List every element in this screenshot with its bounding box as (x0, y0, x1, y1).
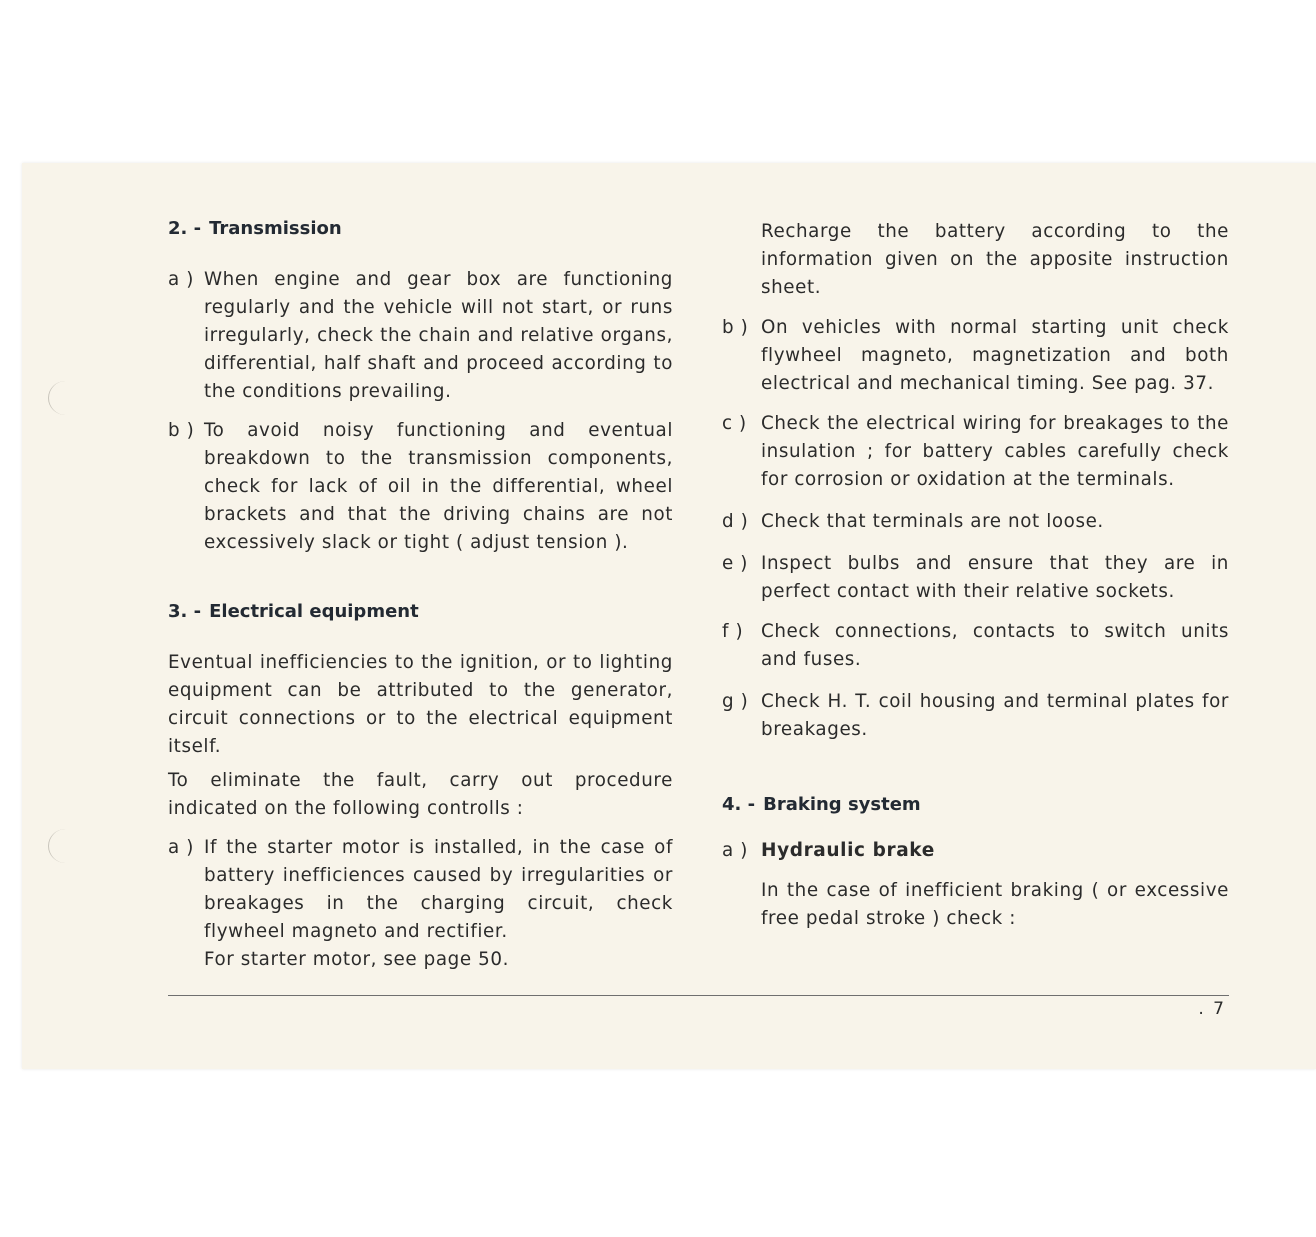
electrical-item-e (722, 550, 1229, 606)
item-label: d ) (722, 511, 749, 532)
item-text: Check the electrical wiring for breakages to the insulation ; for battery cables carefully check for corrosion or oxidation at the terminals. (761, 413, 1229, 490)
item-text-2: For starter motor, see page 50. (204, 949, 509, 970)
braking-subheading-a (722, 837, 1229, 865)
item-label: c ) (722, 413, 747, 434)
item-label: a ) (168, 269, 194, 290)
electrical-intro-1: Eventual inefficiencies to the ignition, or to lighting equipment can be attributed to the generator, circuit connections or to the electrical equipment itself. (168, 652, 673, 757)
right-column (722, 218, 1229, 933)
section-heading-braking: 4. - Braking system (722, 794, 921, 815)
item-text: Check connections, contacts to switch units and fuses. (761, 621, 1229, 670)
item-label: g ) (722, 691, 749, 712)
left-column (168, 218, 673, 974)
transmission-item-a (168, 266, 673, 406)
item-text: On vehicles with normal starting unit check flywheel magneto, magnetization and both electrical and mechanical timing. See pag. 37. (761, 317, 1229, 394)
electrical-item-g (722, 688, 1229, 744)
item-label: a ) (722, 840, 748, 861)
transmission-item-b (168, 417, 673, 557)
page-number: . 7 (1198, 999, 1226, 1019)
electrical-item-f (722, 618, 1229, 674)
electrical-item-a (168, 834, 673, 974)
item-label: b ) (722, 317, 749, 338)
electrical-intro-2: To eliminate the fault, carry out procedure indicated on the following controlls : (168, 770, 673, 819)
manual-page (22, 163, 1316, 1069)
subheading-hydraulic-brake: Hydraulic brake (761, 840, 935, 861)
item-text: When engine and gear box are functioning regularly and the vehicle will not start, or runs irregularly, check the chain and relative organs, differential, half shaft and proceed according to the conditions prevailing. (204, 269, 673, 402)
item-label: e ) (722, 553, 748, 574)
section-heading-electrical: 3. - Electrical equipment (168, 601, 419, 622)
recharge-text: Recharge the battery according to the information given on the apposite instruction sheet. (761, 221, 1229, 298)
item-label: f ) (722, 621, 744, 642)
item-text: To avoid noisy functioning and eventual breakdown to the transmission components, check for lack of oil in the differential, wheel brackets and that the driving chains are not excessively slack or tight ( adjust tension ). (204, 420, 673, 553)
item-label: a ) (168, 837, 194, 858)
footer-rule (168, 995, 1229, 996)
section-heading-transmission: 2. - Transmission (168, 218, 342, 239)
item-text: If the starter motor is installed, in the case of battery inefficiences caused by irregularities or breakages in the charging circuit, check flywheel magneto and rectifier. (204, 837, 673, 942)
binder-hole-top (48, 381, 83, 415)
braking-text: In the case of inefficient braking ( or excessive free pedal stroke ) check : (761, 880, 1229, 929)
item-text: Check H. T. coil housing and terminal plates for breakages. (761, 691, 1229, 740)
item-text: Check that terminals are not loose. (761, 511, 1104, 532)
electrical-item-d (722, 508, 1229, 536)
item-text: Inspect bulbs and ensure that they are in perfect contact with their relative sockets. (761, 553, 1229, 602)
binder-hole-bottom (48, 829, 83, 863)
electrical-item-c (722, 410, 1229, 494)
item-label: b ) (168, 420, 195, 441)
electrical-item-b (722, 314, 1229, 398)
